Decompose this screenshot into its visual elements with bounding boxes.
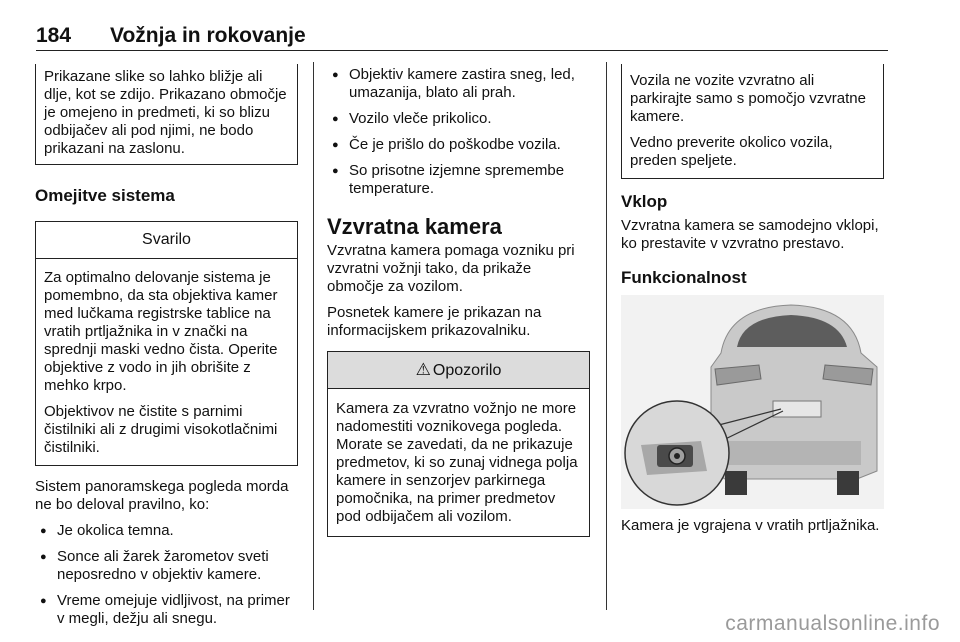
column-divider <box>606 62 607 610</box>
notice-paragraph: Za optimalno delovanje sistema je pomembno, da sta objektiva kamer med lučkama registrske tablice na vratih prtljažnika in v znački na sprednji maski vedno čista. Operite objektive z vodo in jih obrišite z mehko krpo. <box>44 269 278 394</box>
list-item: ● Če je prišlo do poškodbe vozila. <box>327 136 590 154</box>
body-paragraph: Vzvratna kamera pomaga vozniku pri vzvratni vožnji tako, da prikaže območje za vozilom. <box>327 242 575 295</box>
wheel-icon <box>725 471 747 495</box>
caution-paragraph: Vedno preverite okolico vozila, preden speljete. <box>630 134 833 169</box>
page-number: 184 <box>36 24 72 47</box>
notice-title: Svarilo <box>36 222 297 259</box>
list-item: ● Vreme omejuje vidljivost, na primer v megli, dežju ali snegu. <box>35 592 298 628</box>
list-item: ● Je okolica temna. <box>35 522 298 540</box>
wheel-icon <box>837 471 859 495</box>
caution-note-box <box>621 64 884 179</box>
conditions-list-continued <box>327 66 590 198</box>
conditions-intro: Sistem panoramskega pogleda morda ne bo deloval pravilno, ko: <box>35 478 289 513</box>
list-item: ● Vozilo vleče prikolico. <box>327 110 590 128</box>
running-title: Vožnja in rokovanje <box>110 24 306 47</box>
caution-paragraph: Vozila ne vozite vzvratno ali parkirajte samo s pomočjo vzvratne kamere. <box>630 72 866 125</box>
conditions-list <box>35 522 298 628</box>
body-paragraph: Posnetek kamere je prikazan na informacijskem prikazovalniku. <box>327 304 542 339</box>
limits-heading: Omejitve sistema <box>35 186 175 205</box>
column-1 <box>35 64 298 628</box>
warning-box <box>327 351 590 537</box>
intro-note-text: Prikazane slike so lahko bližje ali dlje, kot se zdijo. Prikazano območje je omejeno in predmeti, ki so blizu odbijačev ali pod njimi, ne bodo prikazani na zaslonu. <box>44 68 287 157</box>
watermark: carmanualsonline.info <box>725 612 940 635</box>
list-item: ● Objektiv kamere zastira sneg, led, umazanija, blato ali prah. <box>327 66 590 102</box>
warning-text: Kamera za vzvratno vožnjo ne more nadomestiti voznikovega pogleda. Morate se zavedati, da ne prikazuje predmetov, ki so zunaj vidnega polja kamere in senzorjev parkirnega pomočnika, na primer predmetov pod odbijačem ali vozilom. <box>336 400 578 525</box>
warning-icon: ⚠ <box>415 360 431 379</box>
vklop-text: Vzvratna kamera se samodejno vklopi, ko prestavite v vzvratno prestavo. <box>621 217 879 252</box>
intro-note-box <box>35 64 298 165</box>
warning-title: Opozorilo <box>432 362 502 379</box>
page-header <box>36 20 888 51</box>
notice-box <box>35 221 298 466</box>
rear-camera-illustration <box>621 295 884 509</box>
section-heading: Vzvratna kamera <box>327 214 502 239</box>
bumper-icon <box>721 441 861 465</box>
vklop-heading: Vklop <box>621 192 668 211</box>
column-2 <box>327 64 590 537</box>
list-item: ● So prisotne izjemne spremembe temperature. <box>327 162 590 198</box>
figure-caption: Kamera je vgrajena v vratih prtljažnika. <box>621 517 880 534</box>
function-heading: Funkcionalnost <box>621 268 747 287</box>
column-3 <box>621 64 884 535</box>
column-divider <box>313 62 314 610</box>
camera-lens-center-icon <box>674 453 680 459</box>
list-item: ● Sonce ali žarek žarometov sveti neposredno v objektiv kamere. <box>35 548 298 584</box>
warning-title-bar <box>328 352 589 389</box>
notice-paragraph: Objektivov ne čistite s parnimi čistilniki ali z drugimi visokotlačnimi čistilniki. <box>44 403 278 456</box>
